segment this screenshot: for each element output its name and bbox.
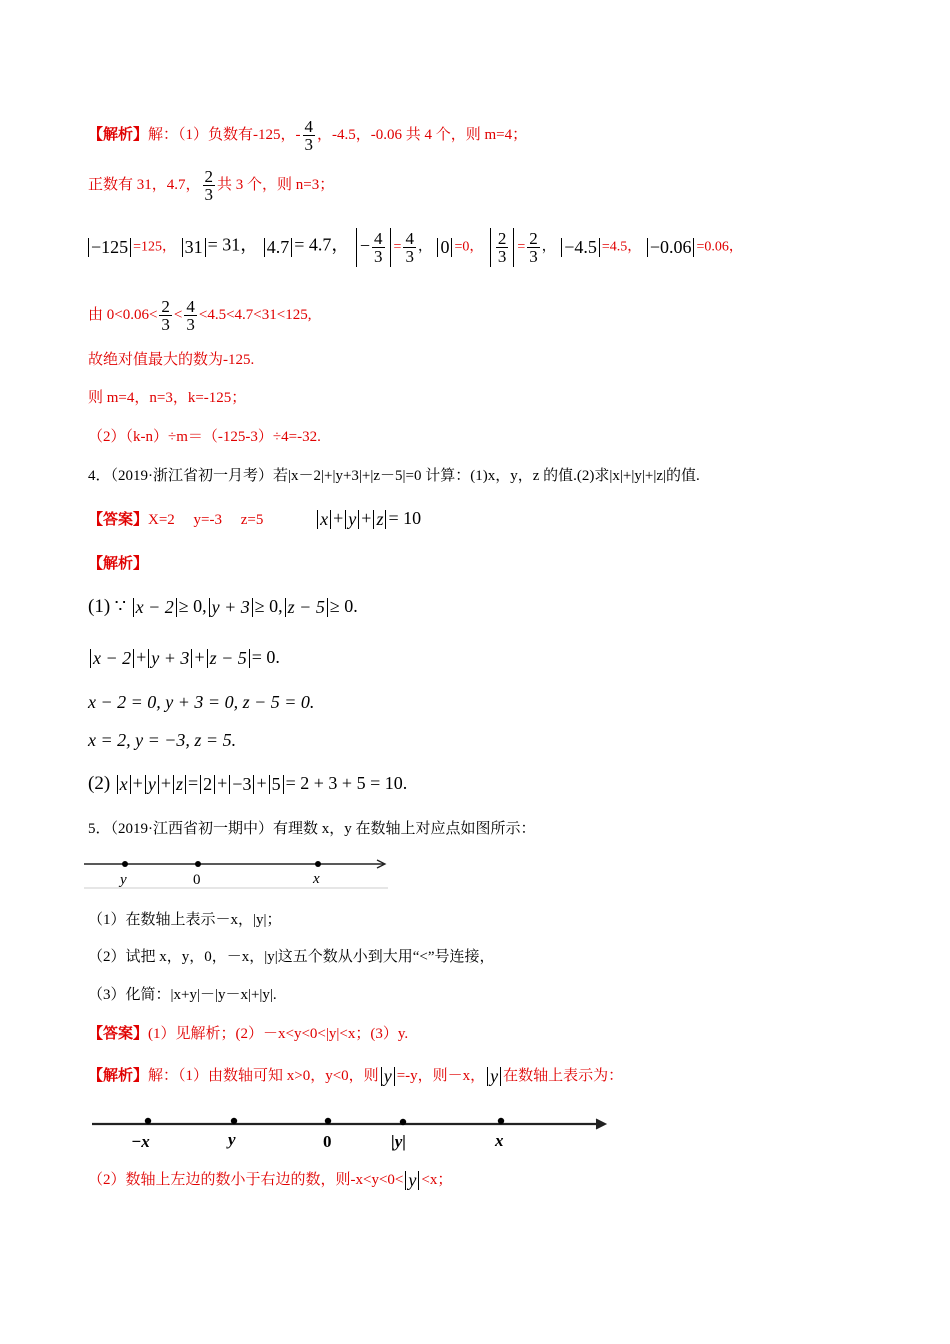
q4-step-3: x − 2 = 0, y + 3 = 0, z − 5 = 0. — [88, 692, 315, 712]
abs-expr: −4.5 — [561, 238, 600, 257]
q5-stem: 5．（2019·江西省初一期中）有理数 x，y 在数轴上对应点如图所示： — [88, 821, 536, 837]
q4-stem: 4．（2019·浙江省初一月考）若|x－2|+|y+3|+|z－5|=0 计算：(1)x，y，z 的值.(2)求|x|+|y|+|z|的值. — [88, 468, 700, 484]
abs-expr: 0 — [437, 238, 452, 257]
q3-line-4: 由 0<0.06< $\frac{2}{3}$ < $\frac{4}{3}$ <4.5<4.7<31<125, — [88, 297, 312, 334]
q4-step-4: x = 2, y = −3, z = 5. — [88, 730, 237, 750]
label-y: y — [228, 1130, 236, 1149]
abs-expr: − $\frac{4}{3}$ — [356, 228, 391, 267]
q5-last-line: （2）数轴上左边的数小于右边的数，则-x<y<0< y <x； — [88, 1170, 453, 1191]
label-abs-y: |y| — [391, 1132, 407, 1151]
number-line-2 — [88, 1112, 614, 1156]
q4-analysis-tag: 【解析】 — [88, 556, 149, 572]
point-abs-y — [400, 1119, 406, 1125]
q5-part-1: （1）在数轴上表示－x，|y|； — [88, 912, 282, 928]
q4-step-5: (2) x + y + z = 2 + −3 + 5 = 2 + 3 + 5 = 10. — [88, 773, 408, 795]
abs-expr: $\frac{2}{3}$ — [490, 228, 515, 267]
label-y: y — [120, 872, 127, 888]
answer-math: x + y + z = 10 — [315, 508, 421, 528]
q5-answer: 【答案】(1）见解析；(2）－x<y<0<|y|<x；(3）y. — [88, 1026, 409, 1042]
number-line-1 — [84, 852, 390, 892]
q5-part-3: （3）化简：|x+y|－|y－x|+|y|. — [88, 987, 277, 1003]
analysis-tag: 【解析】 — [88, 126, 149, 143]
point-y — [231, 1118, 237, 1124]
point-x — [315, 861, 321, 867]
q3-line-1: 【解析】解：（1）负数有-125，- $\frac{4}{3}$ ，-4.5，-0.06 共 4 个，则 m=4； — [88, 117, 528, 154]
point-0 — [325, 1118, 331, 1124]
answer-tag: 【答案】 — [88, 1026, 149, 1042]
answer-tag: 【答案】 — [88, 512, 149, 528]
point-x — [498, 1118, 504, 1124]
fraction: $\frac{2}{3}$ — [204, 167, 214, 204]
q4-step-2: x − 2 + y + 3 + z − 5 = 0. — [88, 647, 280, 668]
q3-line-5: 故绝对值最大的数为-125. — [88, 352, 255, 368]
q3-line-2: 正数有 31，4.7， $\frac{2}{3}$ 共 3 个，则 n=3； — [88, 167, 335, 204]
q3-line-7: （2）（k-n）÷m＝（-125-3）÷4=-32. — [88, 429, 321, 445]
point-0 — [195, 861, 201, 867]
q5-part-2: （2）试把 x，y，0，－x，|y|这五个数从小到大用“<”号连接， — [88, 949, 495, 965]
point-neg-x — [145, 1118, 151, 1124]
abs-expr: −0.06 — [647, 238, 695, 257]
point-y — [122, 861, 128, 867]
fraction: $\frac{4}{3}$ — [304, 117, 314, 154]
label-x: x — [495, 1131, 504, 1150]
label-0: 0 — [323, 1132, 332, 1151]
q5-analysis: 【解析】解：（1）由数轴可知 x>0，y<0，则 y =-y，则－x， y 在数轴上表示为： — [88, 1066, 624, 1087]
abs-expr: −125 — [88, 238, 131, 257]
q4-answer: 【答案】X=2 y=-3 z=5 x + y + z = 10 — [88, 508, 422, 530]
q4-step-1: (1) ∵ x − 2 ≥ 0, y + 3 ≥ 0, z − 5 ≥ 0. — [88, 596, 358, 618]
abs-expr: 31 — [182, 238, 206, 257]
q3-line-3-absolute-values: −125 =125， 31 = 31， 4.7 = 4.7， − $\frac{4}{3}$ = $\frac{4}{3}$ ， 0 =0， $\frac{2}{3}$ = $\frac{2}{3}$ ， −4.5 =4.5， −0.06 =0.06， — [86, 228, 743, 267]
label-0: 0 — [193, 872, 201, 888]
label-x: x — [313, 871, 320, 887]
q3-line-6: 则 m=4，n=3，k=-125； — [88, 390, 247, 406]
abs-expr: 4.7 — [264, 238, 293, 257]
label-neg-x: −x — [131, 1132, 150, 1151]
analysis-tag: 【解析】 — [88, 1068, 149, 1084]
